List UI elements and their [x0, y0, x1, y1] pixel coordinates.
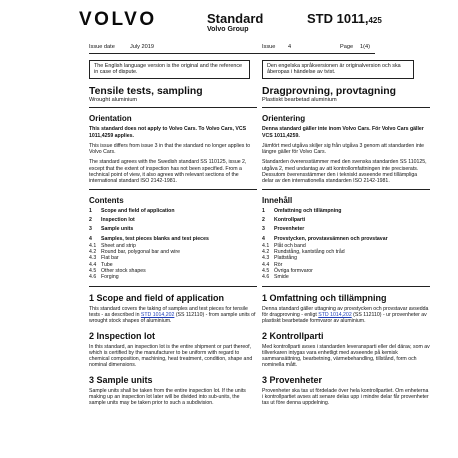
contents-heading-sv: Innehåll	[262, 195, 293, 205]
notice-sv: Den engelska språkversionen är originalversion och ska åberopas i händelse av tvist.	[262, 60, 414, 79]
section-3-heading-en: 3 Sample units	[89, 374, 153, 385]
section-3-heading-sv: 3 Provenheter	[262, 374, 323, 385]
section-1-heading-sv: 1 Omfattning och tillämpning	[262, 292, 387, 303]
toc-item[interactable]: 3 Provenheter	[262, 226, 305, 233]
title-sv: Dragprovning, provtagning	[262, 86, 396, 97]
swedish-column	[262, 86, 430, 411]
toc-subitem[interactable]: 4.1 Plåt och band	[262, 242, 306, 249]
toc-subitem[interactable]: 4.3 Plattstång	[262, 255, 298, 262]
toc-subitem[interactable]: 4.5 Other stock shapes	[89, 268, 146, 275]
toc-subitem[interactable]: 4.4 Tube	[89, 261, 113, 268]
subtitle-sv: Plastiskt bearbetad aluminium	[262, 97, 337, 103]
toc-sv	[262, 208, 430, 281]
toc-subitem[interactable]: 4.5 Övriga formvaror	[262, 268, 313, 275]
section-1-text-sv: Denna standard gäller uttagning av provstycken och provstavar avsedda för dragprovning - enligt STD 1014,202 (SS 112110) - ur provenheter av plastiskt bearbetade formvaror av aluminium.	[262, 305, 429, 325]
section-2-heading-sv: 2 Kontrollparti	[262, 330, 324, 341]
std-1014-link[interactable]: STD 1014,202	[140, 311, 175, 318]
toc-subitem[interactable]: 4.6 Smide	[262, 274, 289, 281]
issue-number: 4	[288, 44, 292, 50]
title-divider-en	[89, 107, 257, 108]
volvo-logo: VOLVO	[79, 9, 157, 30]
toc-subitem[interactable]: 4.3 Flat bar	[89, 255, 119, 262]
toc-subitem[interactable]: 4.4 Rör	[262, 261, 283, 268]
toc-item[interactable]: 4 Samples, test pieces blanks and test pieces	[89, 235, 209, 242]
page-label: Page	[340, 44, 354, 50]
toc-item[interactable]: 3 Sample units	[89, 226, 134, 233]
orientation-text-2-sv: Standarden överensstämmer med den svenska standarden SS 110125, utgåva 2, med undantag av att kontrollomfattningen inte preciserats. Dessutom överensstämmer den i tekniskt avseende med tillämpliga delar av den internationella standarden ISO 2142-1981.	[262, 159, 427, 185]
issue-label: Issue	[262, 44, 276, 50]
header-divider	[89, 53, 375, 54]
subtitle-en: Wrought aluminium	[89, 97, 138, 103]
section-3-text-en: Sample units shall be taken from the entire inspection lot. If the units making up an inspection lot later will be divided into sub-units, the sample units may be taken prior to such a subdivision.	[89, 387, 246, 407]
orientation-divider-en	[89, 189, 257, 190]
toc-subitem[interactable]: 4.1 Sheet and strip	[89, 242, 136, 249]
issue-date-label: Issue date	[89, 44, 115, 50]
standard-number	[307, 11, 382, 26]
toc-en	[89, 208, 257, 281]
orientation-note-sv: Denna standard gäller inte inom Volvo Cars. För Volvo Cars gäller VCS 1011,4259.	[262, 126, 424, 139]
contents-heading-en: Contents	[89, 195, 124, 205]
std-1014-link[interactable]: STD 1014,202	[318, 311, 352, 318]
standard-number-suffix: 425	[368, 16, 382, 25]
toc-item[interactable]: 1 Scope and field of application	[89, 207, 175, 214]
toc-subitem[interactable]: 4.2 Round bar, polygonal bar and wire	[89, 249, 181, 256]
section-1-text-en: This standard covers the taking of samples and test pieces for tensile tests - as described in STD 1014,202 (SS 112110) - from sample units of wrought stock shapes of aluminium.	[89, 305, 256, 325]
notice-en: The English language version is the original and the reference in case of dispute.	[89, 60, 250, 79]
section-2-heading-en: 2 Inspection lot	[89, 330, 156, 341]
issue-date: July 2019	[130, 44, 154, 50]
toc-item[interactable]: 1 Omfattning och tillämpning	[262, 207, 342, 214]
orientation-heading-sv: Orientering	[262, 114, 306, 124]
page-number: 1(4)	[360, 44, 370, 50]
toc-subitem[interactable]: 4.6 Forging	[89, 274, 119, 281]
orientation-heading-en: Orientation	[89, 114, 132, 124]
toc-item[interactable]: 2 Kontrollparti	[262, 216, 306, 223]
section-3-text-sv: Provenheter ska tas ut fördelade över hela kontrollpartiet. Om enheterna i kontrollpartiet avses att senare delas upp i mindre delar får provenheter tas ut före denna uppdelning.	[262, 387, 429, 407]
contents-divider-en	[89, 286, 257, 287]
standard-number-main: STD 1011,	[307, 11, 369, 26]
orientation-note-en: This standard does not apply to Volvo Cars. To Volvo Cars, VCS 1011,4259 applies.	[89, 126, 247, 139]
toc-item[interactable]: 4 Provstycken, provstavsämnen och provstavar	[262, 235, 388, 242]
toc-item[interactable]: 2 Inspection lot	[89, 216, 135, 223]
toc-subitem[interactable]: 4.2 Rundstång, kantstång och tråd	[262, 249, 345, 256]
document-type: Standard	[207, 11, 264, 26]
title-en: Tensile tests, sampling	[89, 86, 203, 97]
organization: Volvo Group	[207, 26, 249, 33]
section-2-text-en: In this standard, an inspection lot is the entire shipment or part thereof, which is certified by the manufacturer to be uniform with regard to chemical composition, machining, heat treatment, condition, shape and nominal dimensions.	[89, 343, 253, 369]
orientation-divider-sv	[262, 189, 430, 190]
orientation-text-2-en: The standard agrees with the Swedish standard SS 110125, issue 2, except that the extent of inspection has not been specified. From a technical point of view, it also agrees with relevant sections of the international standard ISO 2142-1981.	[89, 159, 247, 185]
orientation-text-1-sv: Jämfört med utgåva skiljer sig från utgåva 3 genom att standarden inte längre gäller för Volvo Cars.	[262, 142, 425, 156]
section-1-heading-en: 1 Scope and field of application	[89, 292, 225, 303]
orientation-text-1-en: This issue differs from issue 3 in that the standard no longer applies to Volvo Cars.	[89, 142, 251, 156]
english-column	[89, 86, 257, 411]
contents-divider-sv	[262, 286, 430, 287]
title-divider-sv	[262, 107, 430, 108]
section-2-text-sv: Med kontrollparti avses i standarden leveransparti eller del därav, som av tillverkaren intygas vara enhetligt med avseende på kemisk sammansättning, bearbetning, värmebehandling, tillstånd, form och nominella mått.	[262, 343, 430, 369]
